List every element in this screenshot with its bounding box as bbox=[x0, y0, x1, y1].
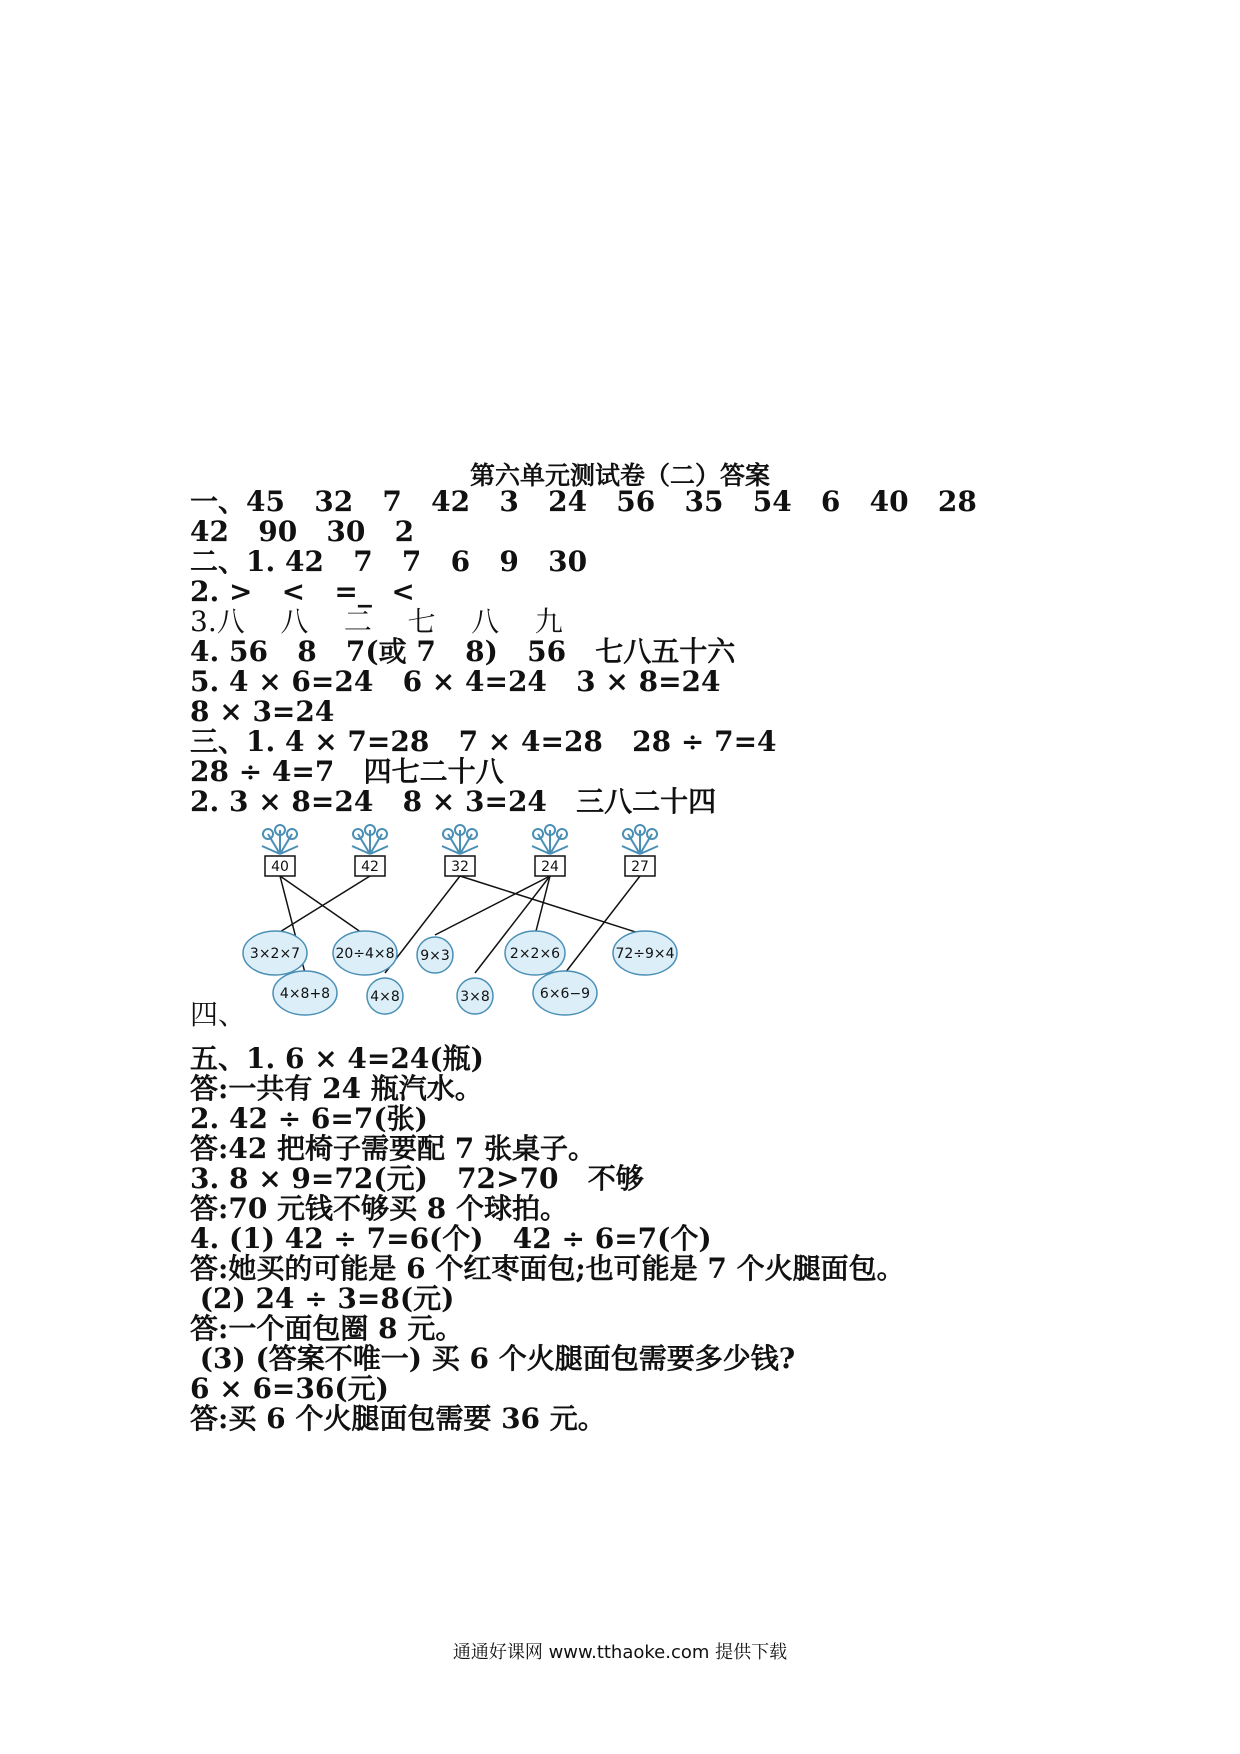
vase-label: 20÷4×8 bbox=[335, 946, 395, 962]
answer-line-25: 答:买 6 个火腿面包需要 36 元。 bbox=[190, 1402, 606, 1435]
answer-line-6: 4. 56 8 7(或 7 8) 56 七八五十六 bbox=[190, 635, 736, 668]
flower-number: 32 bbox=[451, 859, 469, 875]
answer-line-9: 三、1. 4 × 7=28 7 × 4=28 28 ÷ 7=4 bbox=[190, 725, 777, 758]
answer-line-23: (3) (答案不唯一) 买 6 个火腿面包需要多少钱? bbox=[190, 1342, 796, 1375]
vase-label: 6×6−9 bbox=[539, 986, 591, 1002]
flower-number: 40 bbox=[271, 859, 289, 875]
answer-line-11: 2. 3 × 8=24 8 × 3=24 三八二十四 bbox=[190, 785, 717, 818]
section-four-label: 四、 bbox=[190, 998, 247, 1031]
flower-icon bbox=[532, 825, 568, 854]
vase-label: 72÷9×4 bbox=[615, 946, 675, 962]
flower-number: 24 bbox=[541, 859, 559, 875]
vase-label: 4×8+8 bbox=[279, 986, 331, 1002]
answer-line-8: 8 × 3=24 bbox=[190, 695, 335, 728]
footer-source: 通通好课网 www.tthaoke.com 提供下载 bbox=[452, 1642, 788, 1663]
answer-line-19: 4. (1) 42 ÷ 7=6(个) 42 ÷ 6=7(个) bbox=[190, 1222, 712, 1255]
answer-line-17: 3. 8 × 9=72(元) 72>70 不够 bbox=[190, 1162, 644, 1195]
answer-line-2: 42 90 30 2 bbox=[190, 515, 415, 548]
page-title: 第六单元测试卷（二）答案 bbox=[469, 461, 770, 490]
answer-line-14: 答:一共有 24 瓶汽水。 bbox=[190, 1072, 483, 1105]
answer-line-20: 答:她买的可能是 6 个红枣面包;也可能是 7 个火腿面包。 bbox=[190, 1252, 905, 1285]
flower-number: 27 bbox=[631, 859, 649, 875]
flower-vase-matching-figure bbox=[235, 818, 715, 1023]
answer-line-5: 3.八 八 二 七 八 九 bbox=[190, 605, 563, 638]
answer-line-3: 二、1. 42 7 7 6 9 30 bbox=[190, 545, 588, 578]
answer-line-21: (2) 24 ÷ 3=8(元) bbox=[190, 1282, 455, 1315]
answer-line-15: 2. 42 ÷ 6=7(张) bbox=[190, 1102, 428, 1135]
vase-label: 3×2×7 bbox=[249, 946, 301, 962]
answer-line-24: 6 × 6=36(元) bbox=[190, 1372, 389, 1405]
flower-icon bbox=[262, 825, 298, 854]
vase-label: 2×2×6 bbox=[509, 946, 561, 962]
answer-line-13: 五、1. 6 × 4=24(瓶) bbox=[190, 1042, 484, 1075]
answer-line-7: 5. 4 × 6=24 6 × 4=24 3 × 8=24 bbox=[190, 665, 721, 698]
matching-lines bbox=[275, 876, 645, 973]
answer-line-18: 答:70 元钱不够买 8 个球拍。 bbox=[190, 1192, 569, 1225]
answer-line-16: 答:42 把椅子需要配 7 张桌子。 bbox=[190, 1132, 597, 1165]
vase-label: 3×8 bbox=[460, 989, 490, 1005]
answer-line-1: 一、45 32 7 42 3 24 56 35 54 6 40 28 bbox=[190, 485, 977, 518]
flower-icon bbox=[622, 825, 658, 854]
flower-icon bbox=[442, 825, 478, 854]
answer-line-4: 2. > < =_ < bbox=[190, 575, 415, 608]
vase-label: 4×8 bbox=[370, 989, 400, 1005]
flower-number: 42 bbox=[361, 859, 379, 875]
flower-icon bbox=[352, 825, 388, 854]
answer-line-22: 答:一个面包圈 8 元。 bbox=[190, 1312, 464, 1345]
vase-label: 9×3 bbox=[420, 948, 450, 964]
answer-line-10: 28 ÷ 4=7 四七二十八 bbox=[190, 755, 504, 788]
